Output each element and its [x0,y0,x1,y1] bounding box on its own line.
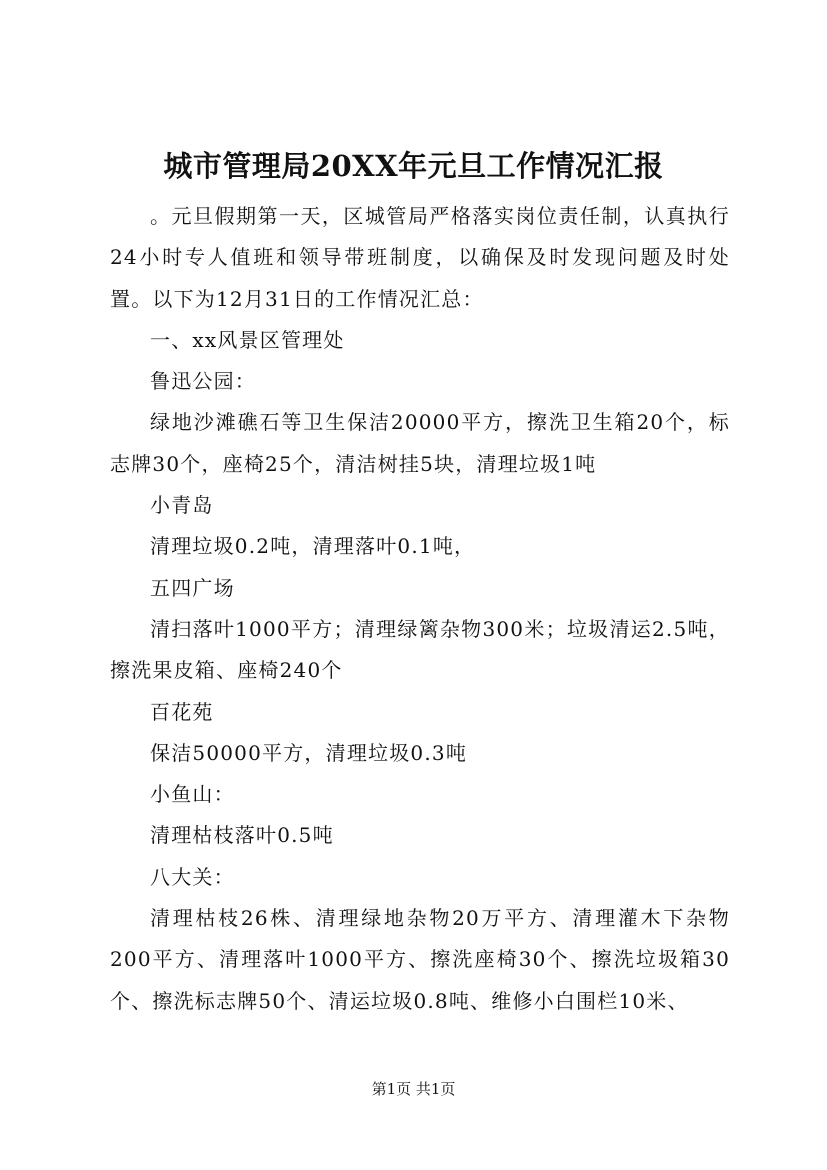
location-heading: 鲁迅公园： [150,369,256,394]
location-heading: 百花苑 [150,699,214,724]
location-heading: 八大关： [150,864,235,889]
page-number-footer: 第1页 共1页 [371,1080,456,1098]
location-heading: 小鱼山： [150,782,235,807]
paragraph-detail: 保洁50000平方，清理垃圾0.3吨 [150,740,468,765]
paragraph-detail: 绿地沙滩礁石等卫生保洁20000平方，擦洗卫生箱20个，标志牌30个，座椅25个，清洁树挂5块，清理垃圾1吨 [110,410,730,476]
document-body [110,196,730,1022]
paragraph-detail: 清扫落叶1000平方；清理绿篱杂物300米；垃圾清运2.5吨，擦洗果皮箱、座椅240个 [110,616,730,683]
paragraph-intro: 。元旦假期第一天，区城管局严格落实岗位责任制，认真执行24小时专人值班和领导带班制度，以确保及时发现问题及时处置。以下为12月31日的工作情况汇总： [110,204,730,311]
location-heading: 五四广场 [150,575,235,600]
section-heading: 一、xx风景区管理处 [150,327,345,352]
location-heading: 小青岛 [150,493,214,518]
paragraph-detail: 清理枯枝26株、清理绿地杂物20万平方、清理灌木下杂物200平方、清理落叶1000平方、擦洗座椅30个、擦洗垃圾箱30个、擦洗标志牌50个、清运垃圾0.8吨、维修小白围栏10米、 [110,906,730,1013]
paragraph-detail: 清理垃圾0.2吨，清理落叶0.1吨， [150,534,476,559]
paragraph-detail: 清理枯枝落叶0.5吨 [150,823,334,848]
document-title: 城市管理局20XX年元旦工作情况汇报 [163,149,664,183]
